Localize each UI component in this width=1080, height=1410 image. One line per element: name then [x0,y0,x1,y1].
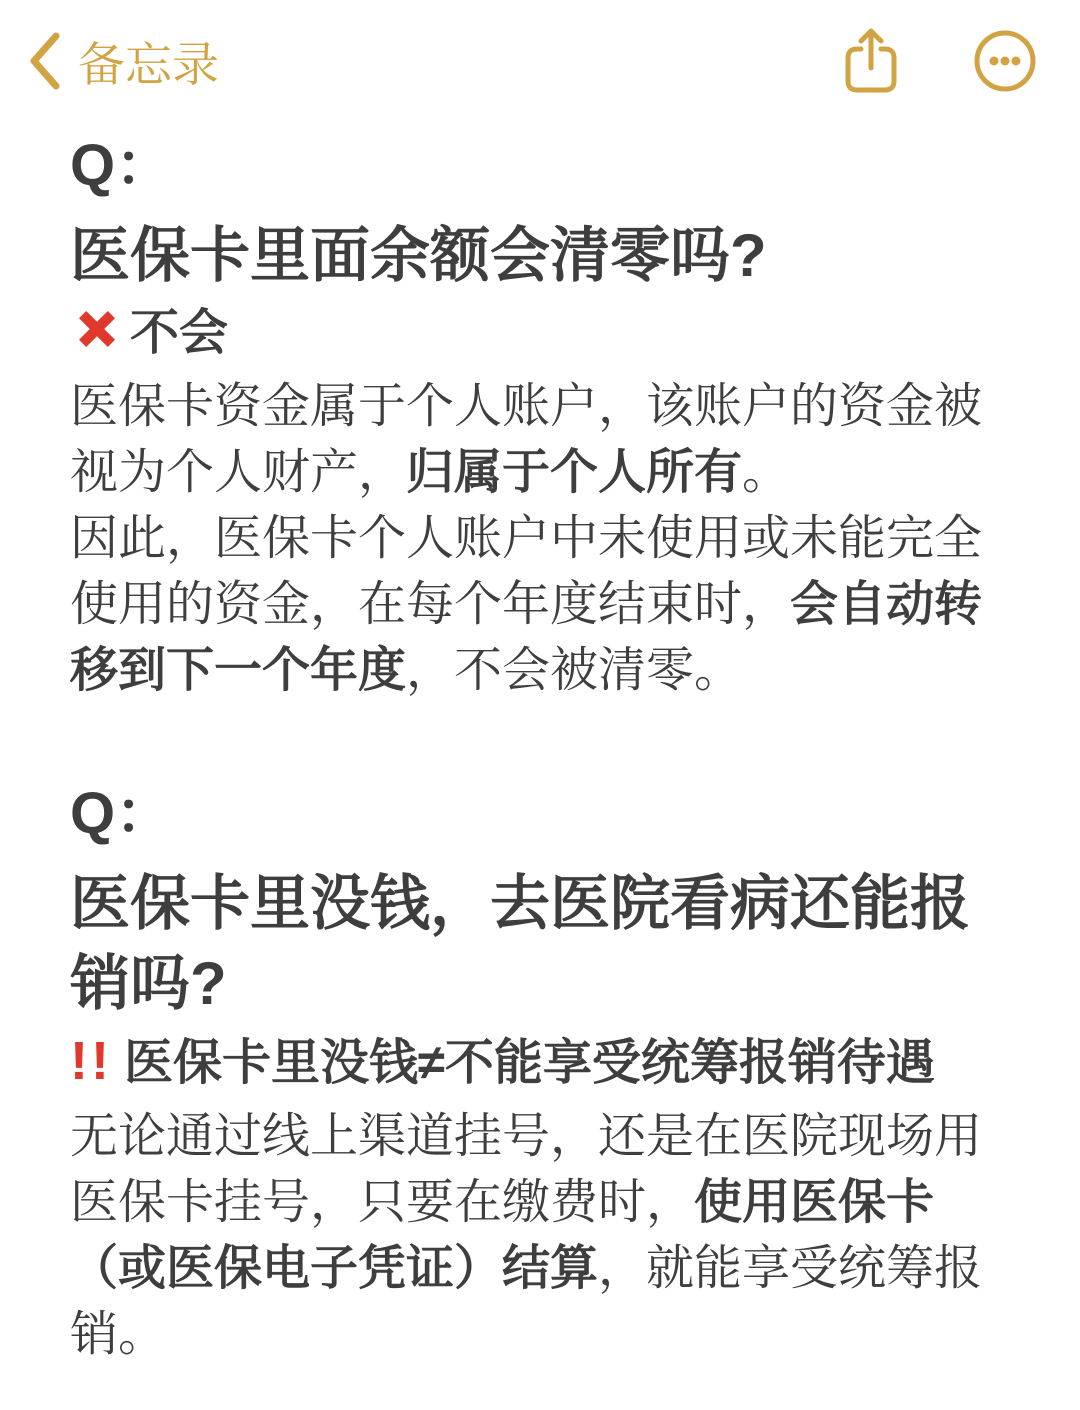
answer-paragraph [70,506,1010,704]
text-run: 。 [742,446,791,499]
bold-text-run: 会自动转移到下一个年度 [70,578,983,697]
double-exclamation-icon: !! [70,1031,112,1091]
answer-paragraph [70,374,1010,506]
question-title: 医保卡里没钱，去医院看病还能报销吗? [70,870,970,1017]
chevron-left-icon [26,30,62,92]
section-spacer [70,704,1010,778]
answer-key-line [70,1028,1010,1096]
text-run: 无论通过线上渠道挂号，还是在医院现场用医保卡挂号，只要在缴费时， [70,1110,983,1229]
text-run: ，不会被清零。 [406,644,743,697]
bold-text-run: 医保卡里没钱≠不能享受统筹报销待遇 [123,1036,935,1090]
question-label: Q： [70,133,174,198]
more-circle-icon[interactable] [972,28,1038,94]
question-label: Q： [70,781,174,846]
navbar-actions [840,26,1038,96]
bold-text-run: 使用医保卡（或医保电子凭证）结算 [70,1176,935,1295]
cross-mark-icon [70,302,124,356]
text-run: ，就能享受统筹报销。 [70,1242,983,1361]
share-icon[interactable] [840,26,902,96]
bold-text-run: 不会 [130,306,229,360]
text-run: 医保卡资金属于个人账户，该账户的资金被视为个人财产， [70,380,983,499]
answer-key-line [70,300,1010,366]
navbar [0,0,1080,112]
back-button-label: 备忘录 [78,37,219,91]
note-body [0,112,1080,1368]
text-run: 因此，医保卡个人账户中未使用或未能完全使用的资金，在每个年度结束时， [70,512,983,631]
answer-paragraph [70,1104,1010,1368]
back-button[interactable] [26,28,219,95]
question-title: 医保卡里面余额会清零吗? [70,222,767,289]
bold-text-run: 归属于个人所有 [406,446,743,499]
